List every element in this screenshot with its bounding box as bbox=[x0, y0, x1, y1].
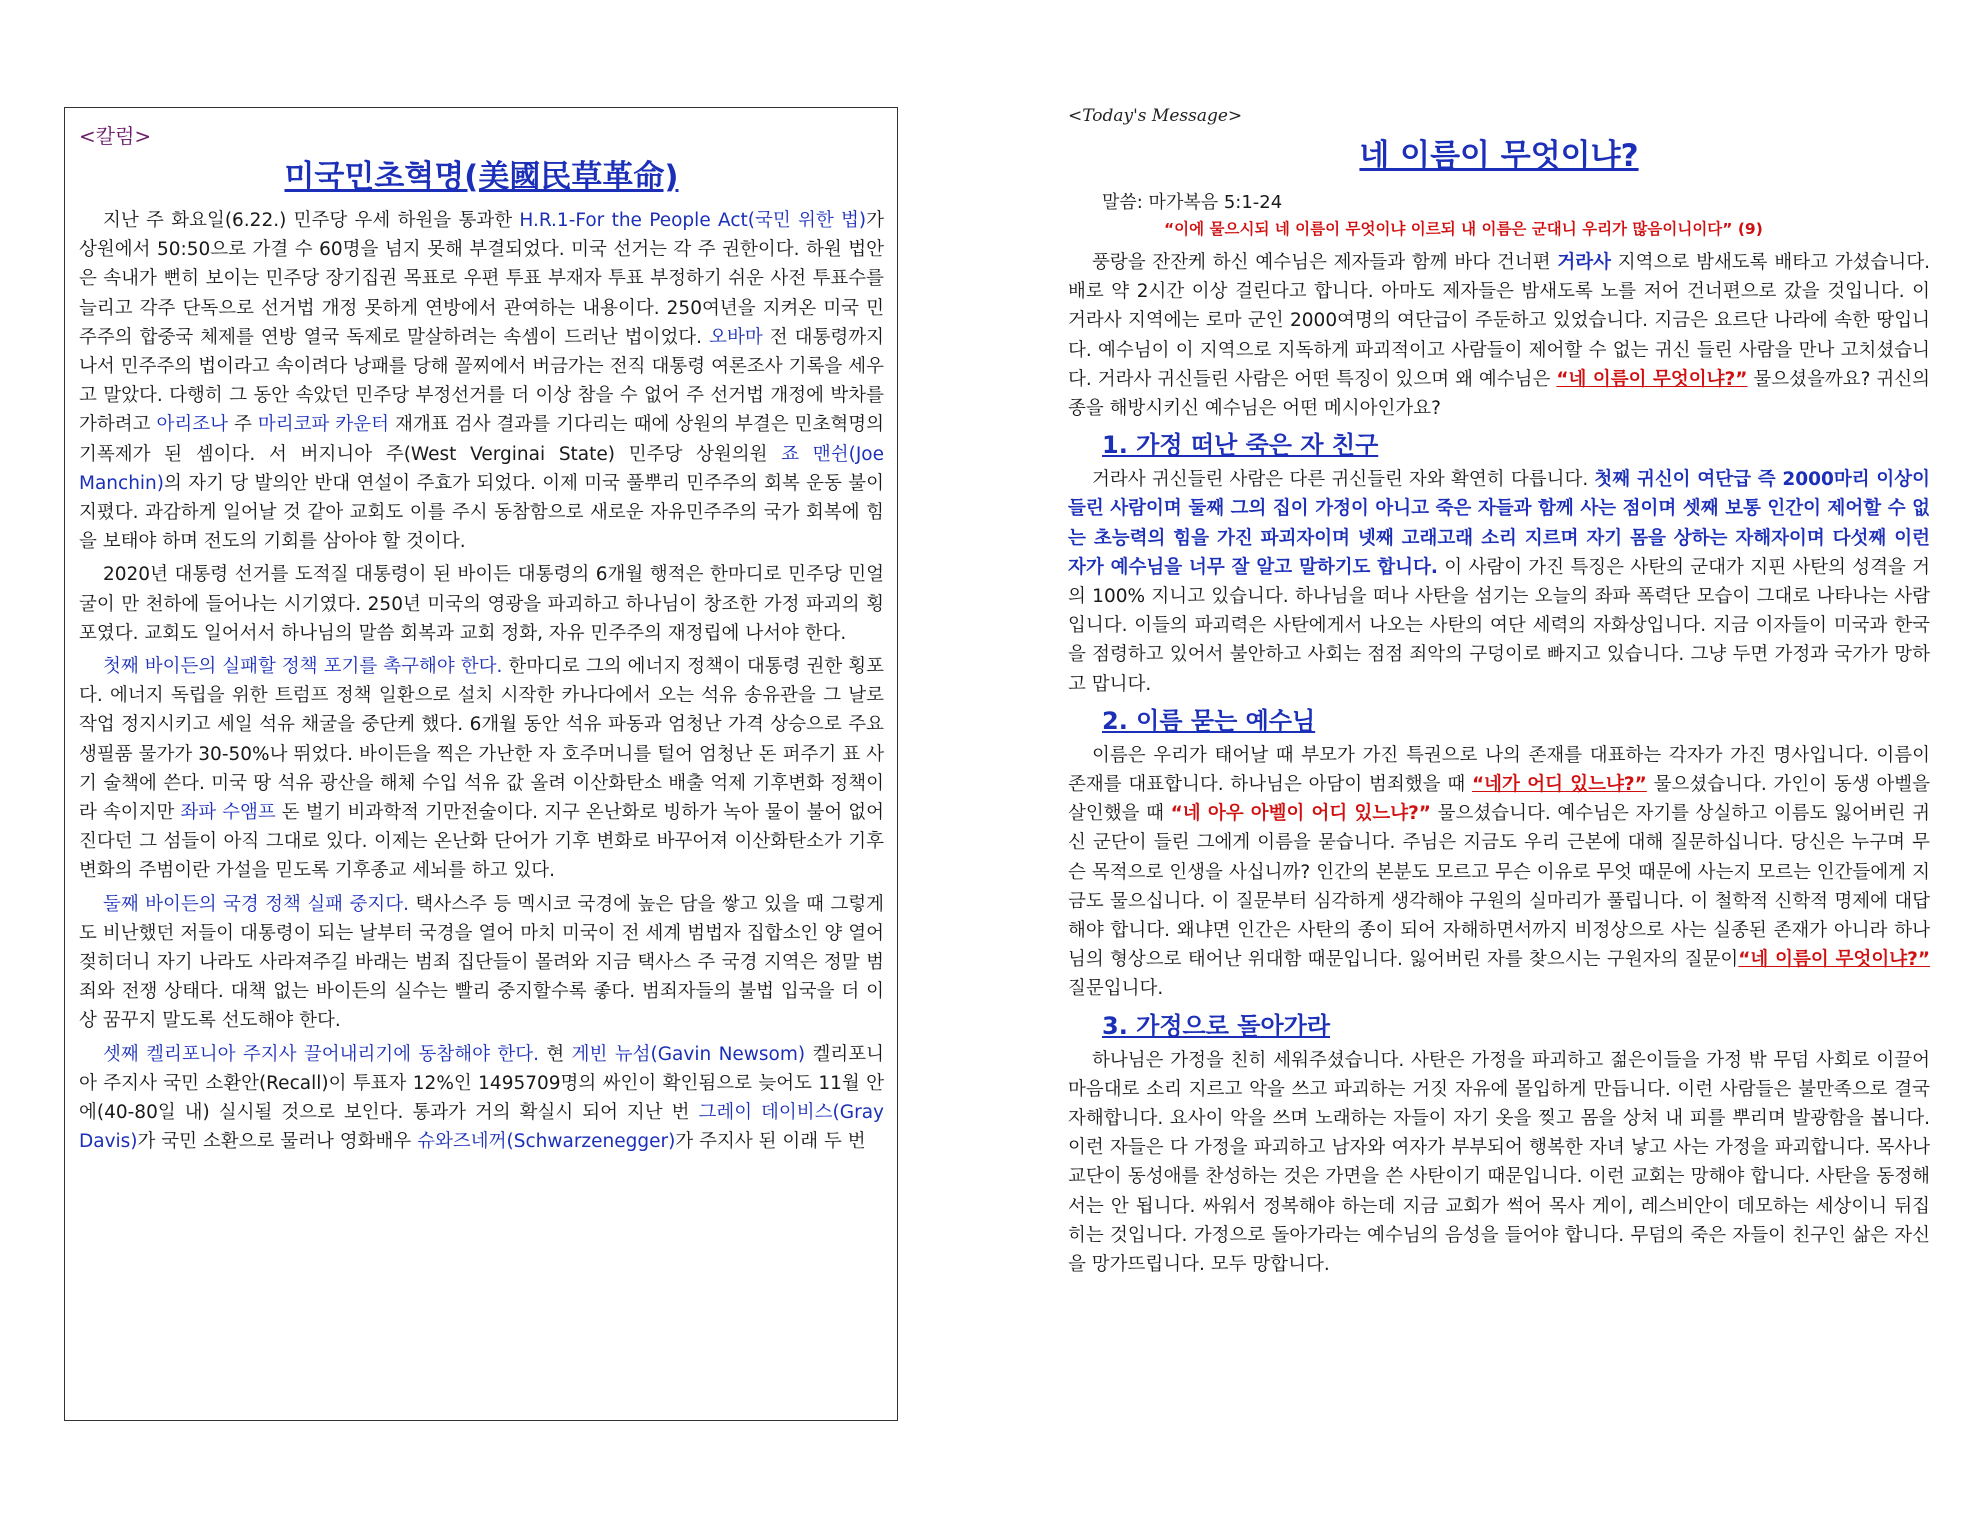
message-tag: <Today's Message> bbox=[1068, 106, 1243, 126]
column-paragraph-1 bbox=[79, 206, 884, 556]
highlight-manchin: 죠 맨쉰(Joe Manchin) bbox=[79, 443, 884, 494]
text: 재개표 검사 결과를 기다리는 때에 상원의 부결은 민초혁명의 기폭제가 된 셈이다. 서 버지니아 주(West Verginai State) 민주당 상원의원 bbox=[79, 414, 884, 465]
highlight-where-is-abel: “네 아우 아벨이 어디 있느냐?” bbox=[1170, 803, 1431, 825]
column-paragraph-5 bbox=[79, 1040, 884, 1157]
text: 거라사 귀신들린 사람은 다른 귀신들린 자와 확연히 다릅니다. bbox=[1092, 469, 1595, 491]
section-2-heading: 2. 이름 묻는 예수님 bbox=[1102, 706, 1316, 735]
highlight-arizona: 아리조나 bbox=[156, 414, 228, 436]
section-3-body: 하나님은 가정을 친히 세워주셨습니다. 사탄은 가정을 파괴하고 젊은이들을 가정 밖 무덤 사회로 이끌어 마음대로 소리 지르고 악을 쓰고 파괴하는 거짓 자유에 몰입하게 만듭니다. 이런 사람들은 불만족으로 결국 자해합니다. 요사이 악을 쓰며 노래하는 자들이 자기 옷을 찢고 몸을 상처 내 피를 뿌리며 발광함을 봅니다. 이런 자들은 다 가정을 파괴하고 남자와 여자가 부부되어 행복한 자녀 낳고 사는 가정을 파괴합니다. 목사나 교단이 동성애를 찬성하는 것은 가면을 쓴 사탄이기 때문입니다. 이런 교회는 망해야 합니다. 사탄을 동정해서는 안 됩니다. 싸워서 정복해야 하는데 지금 교회가 썩어 목사 게이, 레스비안이 데모하는 세상이니 뒤집히는 것입니다. 가정으로 돌아가라는 예수님의 음성을 들어야 합니다. 무덤의 죽은 자들이 친구인 삶은 자신을 망가뜨립니다. 모두 망합니다. bbox=[1068, 1049, 1930, 1276]
text: 지난 주 화요일(6.22.) 민주당 우세 하원을 통과한 bbox=[103, 210, 520, 231]
highlight-gerasa: 거라사 bbox=[1557, 252, 1611, 273]
text: 주 bbox=[228, 414, 258, 436]
scripture-reference: 말씀: 마가복음 5:1-24 bbox=[1102, 192, 1283, 213]
scripture-quote: “이에 물으시되 네 이름이 무엇이냐 이르되 내 이름은 군대니 우리가 많음이니이다” (9) bbox=[1164, 220, 1763, 238]
text: 한마디로 그의 에너지 정책이 대통령 권한 횡포다. 에너지 독립을 위한 트럼프 정책 일환으로 설치 시작한 카나다에서 오는 석유 송유관을 그 날로 작업 정지시키고 세일 석유 채굴을 중단케 했다. 6개월 동안 석유 파동과 엄청난 가격 상승으로 주요 생필품 물가가 30-50%나 뛰었다. 바이든을 찍은 가난한 자 호주머니를 털어 엄청난 돈 퍼주기 표 사기 술책에 쓴다. 미국 땅 석유 광산을 해체 수입 석유 값 올려 이산화탄소 배출 억제 기후변화 정책이라 속이지만 bbox=[79, 656, 884, 824]
point-three-heading: 셋째 켈리포니아 주지사 끌어내리기에 동참해야 한다. bbox=[103, 1043, 539, 1065]
text: 지역으로 밤새도록 배타고 가셨습니다. 배로 약 2시간 이상 걸린다고 합니다. 아마도 제자들은 밤새도록 노를 저어 건너편으로 갔을 것입니다. 이 거라사 지역에는 로마 군인 2000여명의 여단급이 주둔하고 있었습니다. 지금은 요르단 나라에 속한 땅입니다. 예수님이 이 지역으로 지독하게 파괴적이고 사람들이 제어할 수 없는 귀신 들린 사람을 만나 고치셨습니다. 거라사 귀신들린 사람은 어떤 특징이 있으며 왜 예수님은 bbox=[1068, 252, 1930, 390]
highlight-swamp: 좌파 수앰프 bbox=[180, 802, 276, 824]
text: 질문입니다. bbox=[1068, 978, 1164, 1000]
text: 현 bbox=[538, 1043, 572, 1065]
text: 의 자기 당 발의안 반대 연설이 주효가 되었다. 이제 미국 풀뿌리 민주주의 회복 운동 불이 지폈다. 과감하게 일어날 것 같아 교회도 이를 주시 동참함으로 새로운 자유민주주의 국가 회복에 힘을 보태야 하며 전도의 기회를 삼아야 할 것이다. bbox=[79, 472, 884, 553]
highlight-bill-name: H.R.1-For the People Act(국민 위한 법) bbox=[519, 210, 867, 231]
text: 물으셨을까요? 귀신의 종을 해방시키신 예수님은 어떤 메시아인가요? bbox=[1068, 368, 1930, 420]
column-panel bbox=[64, 107, 898, 1421]
text: 가 주지사 된 이래 두 번 bbox=[675, 1131, 866, 1153]
column-paragraph-3 bbox=[79, 652, 884, 886]
column-title: 미국민초혁명(美國民草革命) bbox=[284, 159, 679, 195]
text: 풍랑을 잔잔케 하신 예수님은 제자들과 함께 바다 건너편 bbox=[1092, 252, 1558, 273]
message-title: 네 이름이 무엇이냐? bbox=[1359, 138, 1639, 174]
highlight-schwarzenegger: 슈와즈네꺼(Schwarzenegger) bbox=[417, 1131, 676, 1153]
highlight-where-are-you: “네가 어디 있느냐?” bbox=[1471, 774, 1647, 796]
text: 켈리포니아 주지사 국민 소환안(Recall)이 투표자 12%인 1495709명의 싸인이 확인됨으로 늦어도 11월 안에(40-80일 내) 실시될 것으로 보인다. 통과가 거의 확실시 되어 지난 번 bbox=[79, 1043, 884, 1124]
section-2-body bbox=[1068, 741, 1930, 1004]
highlight-obama: 오바마 bbox=[709, 326, 763, 348]
column-tag: <칼럼> bbox=[79, 124, 152, 148]
text: 가 상원에서 50:50으로 가결 수 60명을 넘지 못해 부결되었다. 미국 선거는 각 주 권한이다. 하원 법안은 속내가 뻔히 보이는 민주당 장기집권 목표로 우편 투표 부재자 투표 부정하기 쉬운 사전 투표수를 늘리고 각주 단독으로 선거법 개정 못하게 연방에서 관여하는 내용이다. 250여년을 지켜온 미국 민주주의 합중국 체제를 연방 열국 독제로 말살하려는 속셈이 드러난 법이었다. bbox=[79, 210, 885, 348]
point-one-heading: 첫째 바이든의 실패할 정책 포기를 촉구해야 한다. bbox=[103, 656, 503, 678]
text: 가 국민 소환으로 물러나 영화배우 bbox=[137, 1131, 418, 1153]
text: 이름은 우리가 태어날 때 부모가 가진 특권으로 나의 존재를 대표하는 각자가 가진 명사입니다. 이름이 존재를 대표합니다. 하나님은 아담이 범죄했을 때 bbox=[1068, 744, 1930, 796]
text: 돈 벌기 비과학적 기만전술이다. 지구 온난화로 빙하가 녹아 물이 불어 없어진다던 그 섬들이 아직 그대로 있다. 이제는 온난화 단어가 기후 변화로 바꾸어져 이산화탄소가 기후변화의 주범이란 가설을 믿도록 기후종교 세뇌를 하고 있다. bbox=[79, 802, 884, 882]
section-3-heading: 3. 가정으로 돌아가라 bbox=[1102, 1011, 1330, 1040]
highlight-gray-davis: 그레이 데이비스(Gray Davis) bbox=[79, 1102, 884, 1153]
message-panel bbox=[1068, 106, 1930, 1436]
point-two-heading: 둘째 바이든의 국경 정책 실패 중지다. bbox=[103, 893, 409, 915]
text: 택사스주 등 멕시코 국경에 높은 담을 쌓고 있을 때 그렇게도 비난했던 저들이 대통령이 되는 날부터 국경을 열어 마치 미국이 전 세계 범법자 집합소인 양 열어젖히더니 자기 나라도 사라져주길 바래는 범죄 집단들이 몰려와 지금 택사스 주 국경 지역은 정말 범죄와 전쟁 상태다. 대책 없는 바이든의 실수는 빨리 중지할수록 좋다. 범죄자들의 불법 입국을 더 이상 꿈꾸지 말도록 선도해야 한다. bbox=[79, 893, 885, 1032]
text: 물으셨습니다. 예수님은 자기를 상실하고 이름도 잃어버린 귀신 군단이 들린 그에게 이름을 묻습니다. 주님은 지금도 우리 근본에 대해 질문하십니다. 당신은 누구며 무슨 목적으로 인생을 사십니까? 인간의 본분도 모르고 무슨 이유로 무엇 때문에 사는지 모르는 인간들에게 지금도 물으십니다. 이 질문부터 심각하게 생각해야 구원의 실마리가 풀립니다. 이 철학적 신학적 명제에 대답해야 합니다. 왜냐면 인간은 사탄의 종이 되어 자해하면서까지 비정상으로 사는 실종된 존재가 아니라 하나님의 형상으로 태어난 위대함 때문입니다. 잃어버린 자를 찾으시는 구원자의 질문이 bbox=[1068, 803, 1930, 971]
text: 이 사람이 가진 특징은 사탄의 군대가 지핀 사탄의 성격을 거의 100% 지니고 있습니다. 하나님을 떠나 사탄을 섬기는 오늘의 좌파 폭력단 모습이 그대로 나타나는 사람입니다. 이들의 파괴력은 사탄에게서 나오는 사탄의 여단 세력의 자화상입니다. 지금 이자들이 미국과 한국을 점령하고 있어서 불안하고 사회는 점점 죄악의 구덩이로 빠지고 있습니다. 그냥 두면 가정과 국가가 망하고 맙니다. bbox=[1068, 556, 1930, 695]
message-intro bbox=[1068, 248, 1930, 423]
highlight-characteristics: 첫째 귀신이 여단급 즉 2000마리 이상이 들린 사람이며 둘째 그의 집이 가정이 아니고 죽은 자들과 함께 사는 점이며 셋째 보통 인간이 제어할 수 없는 초능력의 힘을 가진 파괴자이며 넷째 고래고래 소리 지르며 자기 몸을 상하는 자해자이며 다섯째 이런 자가 예수님을 너무 잘 알고 말하기도 합니다. bbox=[1068, 469, 1931, 578]
column-paragraph-4 bbox=[79, 890, 884, 1036]
section-1-heading: 1. 가정 떠난 죽은 자 친구 bbox=[1102, 431, 1379, 460]
highlight-question: “네 이름이 무엇이냐?” bbox=[1556, 368, 1748, 390]
highlight-maricopa: 마리코파 카운터 bbox=[257, 414, 390, 436]
text: 물으셨습니다. 가인이 동생 아벨을 살인했을 때 bbox=[1068, 774, 1930, 825]
text: 전 대통령까지 나서 민주주의 법이라고 속이려다 낭패를 당해 꼴찌에서 버금가는 전직 대통령 여론조사 기록을 세우고 말았다. 다행히 그 동안 속았던 민주당 부정선거를 더 이상 참을 수 없어 주 선거법 개정에 박차를 가하려고 bbox=[79, 326, 884, 436]
column-paragraph-2: 2020년 대통령 선거를 도적질 대통령이 된 바이든 대통령의 6개월 행적은 한마디로 민주당 민얼굴이 만 천하에 들어나는 시기였다. 250년 미국의 영광을 파괴하고 하나님이 창조한 가정 파괴의 횡포였다. 교회도 일어서서 하나님의 말씀 회복과 교회 정화, 자유 민주주의 재정립에 나서야 한다. bbox=[79, 564, 884, 644]
highlight-newsom: 게빈 뉴섬(Gavin Newsom) bbox=[571, 1043, 806, 1065]
section-1-body bbox=[1068, 465, 1930, 699]
highlight-what-is-your-name: “네 이름이 무엇이냐?” bbox=[1738, 949, 1930, 971]
